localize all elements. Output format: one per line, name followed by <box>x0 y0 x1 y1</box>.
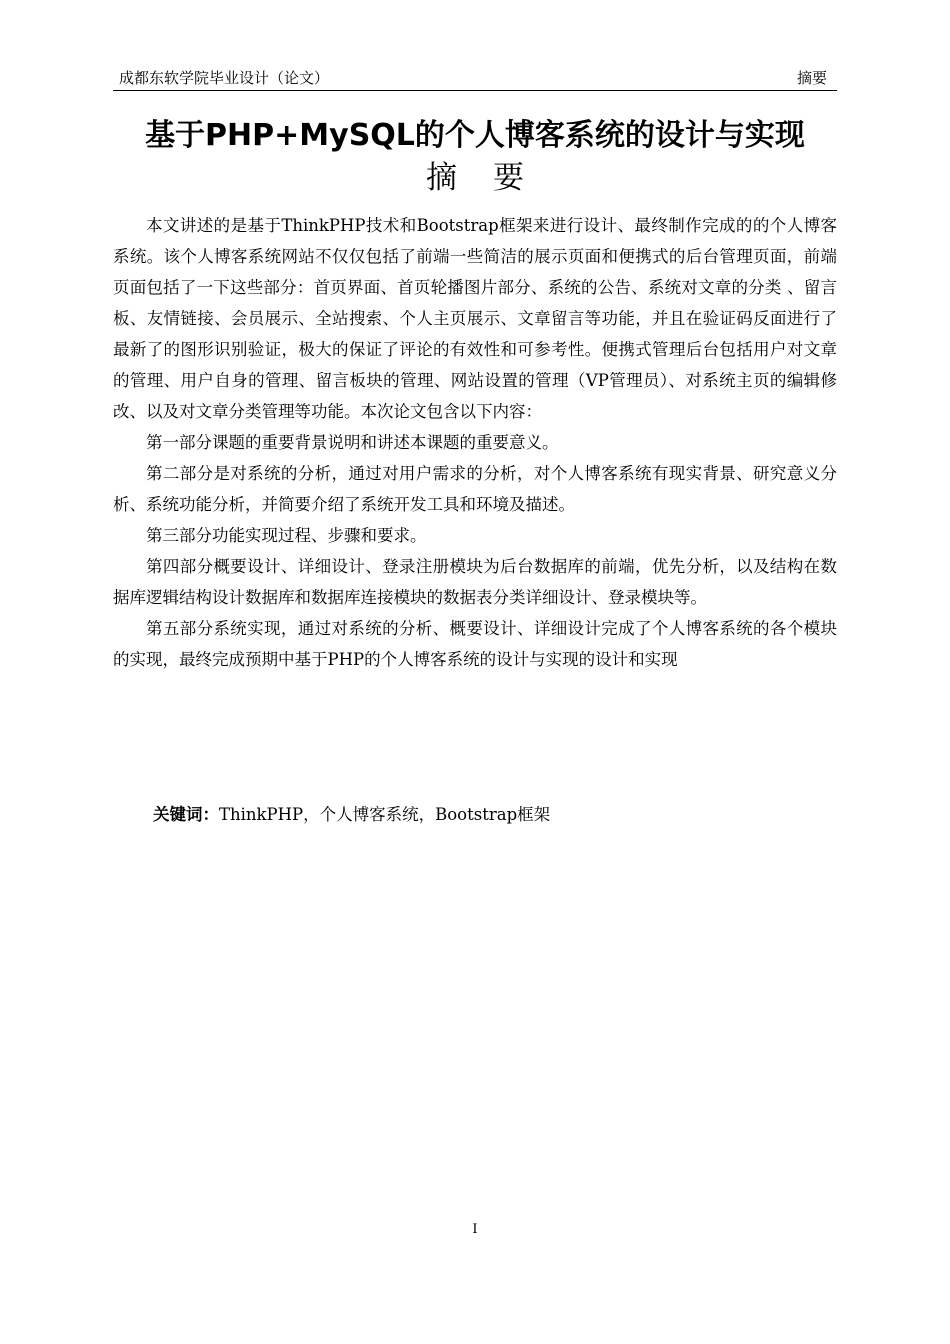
keywords-label: 关键词： <box>153 805 219 824</box>
abstract-paragraph: 第二部分是对系统的分析，通过对用户需求的分析，对个人博客系统有现实背景、研究意义分析、系统功能分析，并简要介绍了系统开发工具和环境及描述。 <box>113 464 837 514</box>
abstract-paragraph: 第一部分课题的重要背景说明和讲述本课题的重要意义。 <box>146 433 559 452</box>
keywords-line <box>153 799 837 830</box>
running-header <box>113 66 837 91</box>
abstract-paragraph: 第五部分系统实现，通过对系统的分析、概要设计、详细设计完成了个人博客系统的各个模块的实现，最终完成预期中基于PHP的个人博客系统的设计与实现的设计和实现 <box>113 619 837 669</box>
abstract-paragraph: 第四部分概要设计、详细设计、登录注册模块为后台数据库的前端，优先分析，以及结构在数据库逻辑结构设计数据库和数据库连接模块的数据表分类详细设计、登录模块等。 <box>113 557 837 607</box>
abstract-body <box>113 210 837 675</box>
header-section-name: 摘要 <box>796 69 827 87</box>
thesis-title: 基于PHP+MySQL的个人博客系统的设计与实现 <box>145 118 805 153</box>
abstract-paragraph: 第三部分功能实现过程、步骤和要求。 <box>146 526 427 545</box>
header-institution: 成都东软学院毕业设计（论文） <box>119 69 330 87</box>
abstract-heading: 摘要 <box>426 160 560 196</box>
keywords-text: ThinkPHP，个人博客系统，Bootstrap框架 <box>219 805 551 824</box>
page-number: I <box>472 1222 478 1237</box>
abstract-paragraph: 本文讲述的是基于ThinkPHP技术和Bootstrap框架来进行设计、最终制作完成的的个人博客系统。该个人博客系统网站不仅仅包括了前端一些简洁的展示页面和便携式的后台管理页面，前端页面包括了一下这些部分：首页界面、首页轮播图片部分、系统的公告、系统对文章的分类 、留言板、友情链接、会员展示、全站搜索、个人主页展示、文章留言等功能，并且在验证码反面进行了最新了的图形识别验证，极大的保证了评论的有效性和可参考性。便携式管理后台包括用户对文章的管理、用户自身的管理、留言板块的管理、网站设置的管理（VP管理员）、对系统主页的编辑修改、以及对文章分类管理等功能。本次论文包含以下内容： <box>113 216 837 421</box>
